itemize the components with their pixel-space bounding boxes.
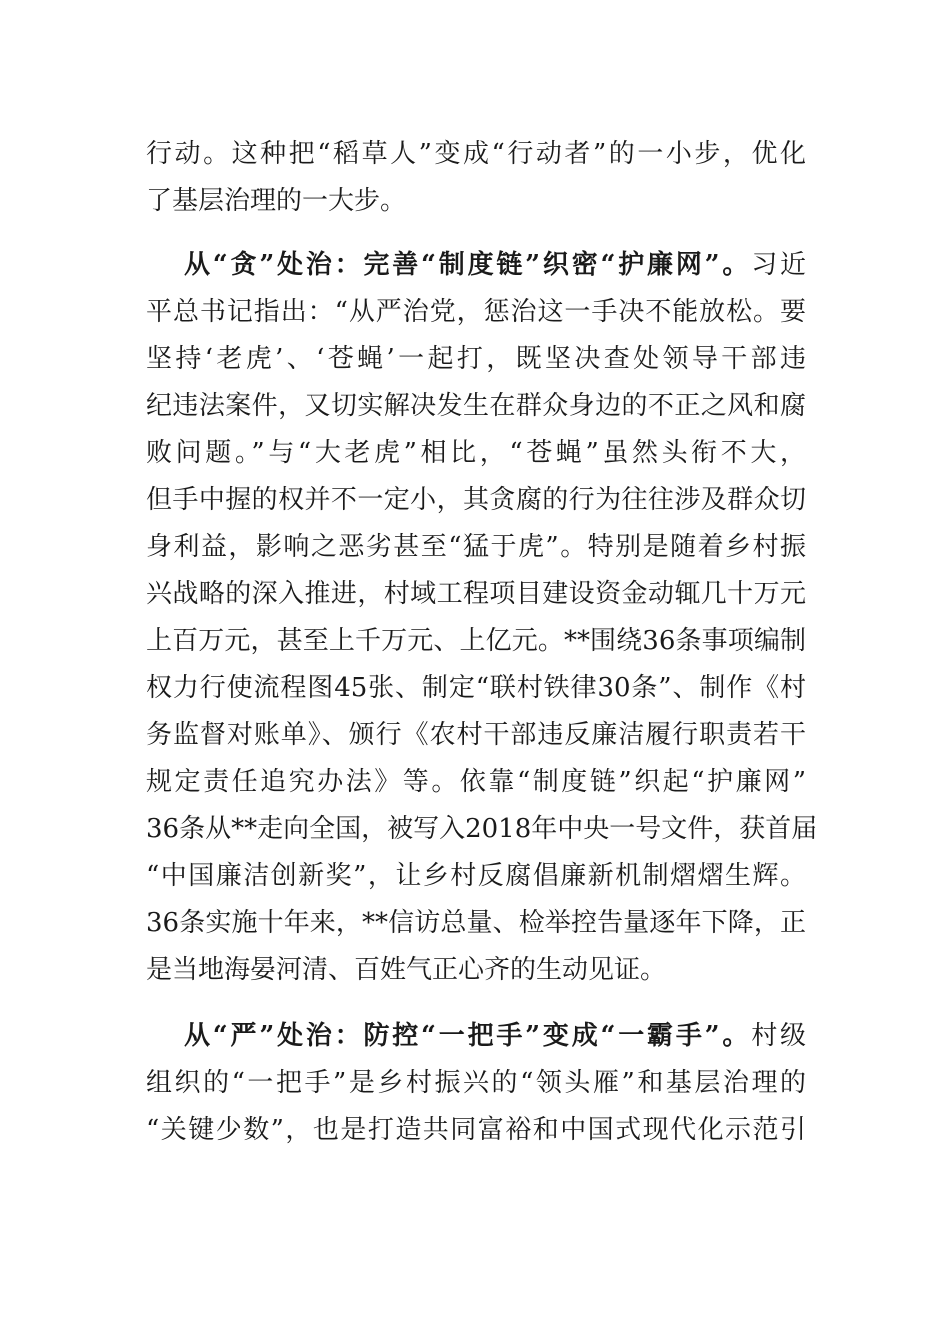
paragraph-line: 但手中握的权并不一定小，其贪腐的行为往往涉及群众切 (146, 485, 806, 515)
paragraph-line: 是当地海晏河清、百姓气正心齐的生动见证。 (146, 955, 667, 985)
paragraph-line: 36条从**走向全国，被写入2018年中央一号文件，获首届 (146, 814, 818, 844)
paragraph-line: 纪违法案件，又切实解决发生在群众身边的不正之风和腐 (146, 391, 806, 421)
paragraph-line: 身利益，影响之恶劣甚至“猛于虎”。特别是随着乡村振 (146, 532, 806, 562)
paragraph-line: 权力行使流程图45张、制定“联村铁律30条”、制作《村 (146, 673, 806, 703)
paragraph-line: 组织的“一把手”是乡村振兴的“领头雁”和基层治理的 (146, 1068, 806, 1098)
paragraph-line: 务监督对账单》、颁行《农村干部违反廉洁履行职责若干 (146, 720, 806, 750)
paragraph-line: 平总书记指出：“从严治党，惩治这一手决不能放松。要 (146, 297, 806, 327)
paragraph-line: “关键少数”，也是打造共同富裕和中国式现代化示范引 (146, 1115, 806, 1145)
paragraph-text: 村级 (751, 1021, 806, 1051)
paragraph-heading-line (184, 245, 806, 285)
paragraph-line: “中国廉洁创新奖”，让乡村反腐倡廉新机制熠熠生辉。 (146, 861, 806, 891)
paragraph-line: 行动。这种把“稻草人”变成“行动者”的一小步，优化 (146, 139, 806, 169)
paragraph-line: 了基层治理的一大步。 (146, 186, 407, 216)
paragraph-line: 上百万元，甚至上千万元、上亿元。**围绕36条事项编制 (146, 626, 806, 656)
paragraph-line: 36条实施十年来，**信访总量、检举控告量逐年下降，正 (146, 908, 806, 938)
paragraph-line: 兴战略的深入推进，村域工程项目建设资金动辄几十万元 (146, 579, 806, 609)
paragraph-heading-line (184, 1016, 806, 1056)
paragraph-line: 规定责任追究办法》等。依靠“制度链”织起“护廉网” (146, 767, 806, 797)
paragraph-text: 习近 (751, 250, 806, 280)
section-heading: 从“严”处治：防控“一把手”变成“一霸手”。 (184, 1021, 752, 1051)
paragraph-line: 败问题。”与“大老虎”相比，“苍蝇”虽然头衔不大， (146, 438, 806, 468)
section-heading: 从“贪”处治：完善“制度链”织密“护廉网”。 (184, 250, 752, 280)
paragraph-line: 坚持‘老虎’、‘苍蝇’一起打，既坚决查处领导干部违 (146, 344, 806, 374)
